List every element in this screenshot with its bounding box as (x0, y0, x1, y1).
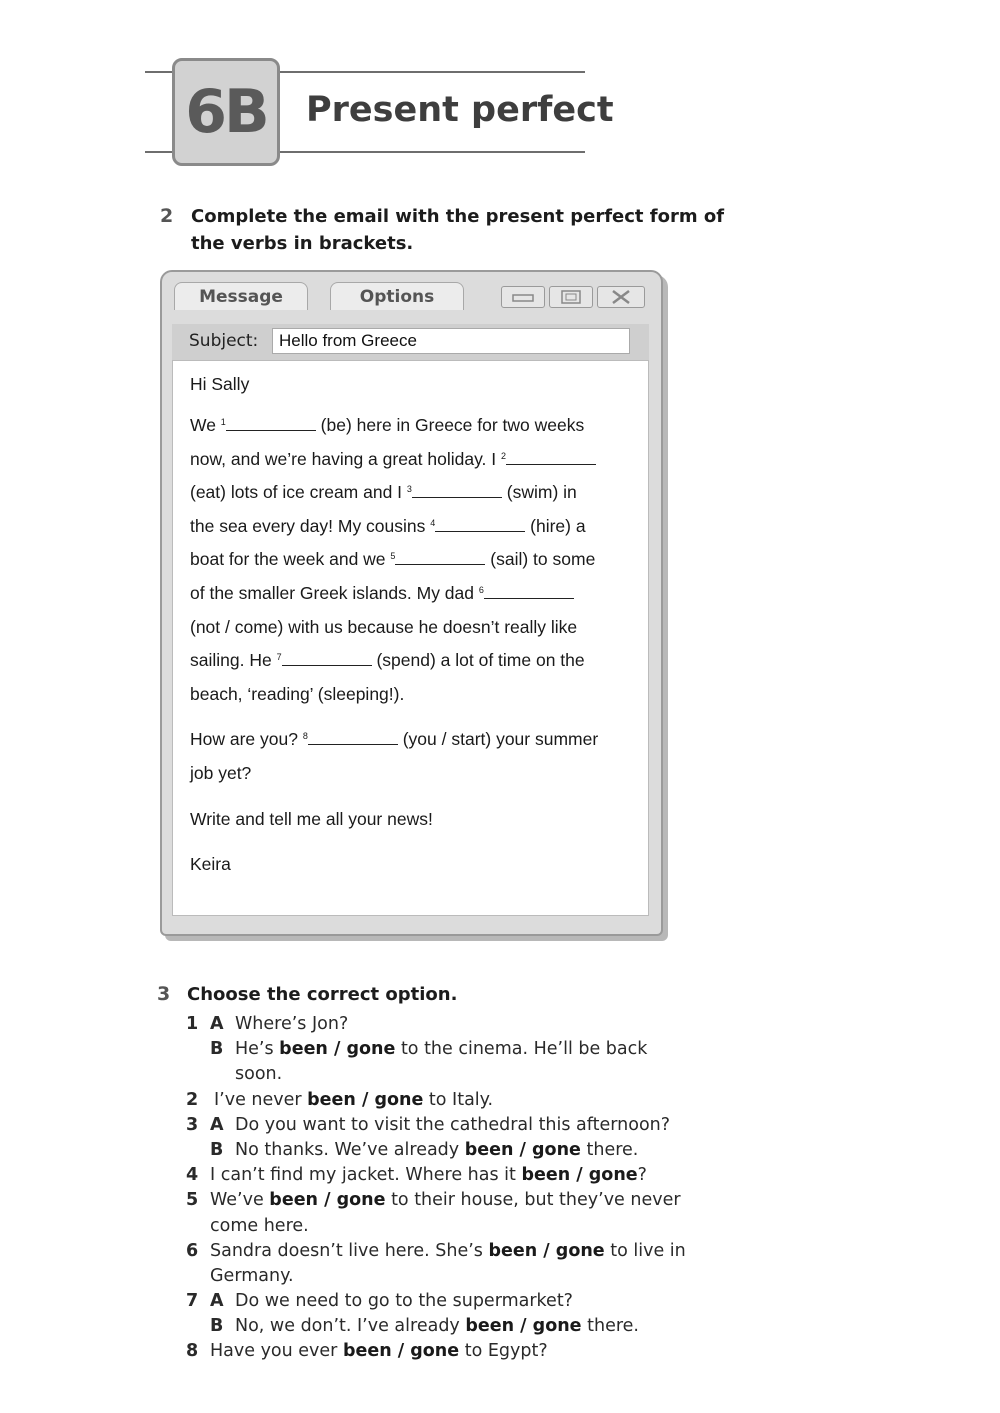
tab-message[interactable]: Message (174, 282, 308, 310)
answer-gap-8[interactable] (308, 730, 398, 745)
option-gone[interactable]: gone (346, 1039, 396, 1060)
option-been[interactable]: been (269, 1190, 319, 1211)
option-been[interactable]: been (521, 1165, 571, 1186)
answer-gap-6[interactable] (484, 584, 574, 599)
maximize-button[interactable] (549, 286, 593, 308)
list-item: 5 We’ve been / gone to their house, but they’ve never (186, 1190, 681, 1211)
option-gone[interactable]: gone (410, 1341, 460, 1362)
close-button[interactable] (597, 286, 645, 308)
list-item: B No, we don’t. I’ve already been / gone there. (210, 1316, 639, 1337)
list-item: 6 Sandra doesn’t live here. She’s been / gone to live in (186, 1240, 686, 1261)
page-title: Present perfect (306, 90, 614, 130)
option-been[interactable]: been (464, 1139, 514, 1160)
answer-gap-5[interactable] (395, 550, 485, 565)
list-item: 7 A Do we need to go to the supermarket? (186, 1291, 573, 1312)
answer-gap-7[interactable] (282, 651, 372, 666)
list-item-cont: Germany. (210, 1265, 294, 1286)
option-gone[interactable]: gone (532, 1139, 581, 1160)
tab-options[interactable]: Options (330, 282, 464, 310)
subject-label: Subject: (189, 331, 259, 351)
option-been[interactable]: been (488, 1240, 538, 1261)
list-item: 4 I can’t find my jacket. Where has it been / gone? (186, 1165, 647, 1186)
exercise-2-number: 2 (160, 205, 174, 227)
email-window (160, 270, 663, 936)
list-item: 8 Have you ever been / gone to Egypt? (186, 1341, 548, 1362)
greeting: Hi Sally (190, 374, 250, 394)
list-item: 1 A Where’s Jon? (186, 1014, 349, 1034)
list-item: B No thanks. We’ve already been / gone there. (210, 1139, 639, 1160)
list-item-cont: come here. (210, 1215, 309, 1236)
subject-row (172, 324, 649, 360)
answer-gap-1[interactable] (226, 416, 316, 431)
unit-badge: 6B (172, 58, 280, 166)
list-item: 2 I’ve never been / gone to Italy. (186, 1089, 494, 1110)
exercise-3-instruction: Choose the correct option. (187, 984, 458, 1005)
email-paragraph-2: How are you? $^8$ (you / start) your summer job yet? (190, 729, 599, 783)
option-gone[interactable]: gone (555, 1240, 605, 1261)
close-icon (611, 290, 631, 304)
option-been[interactable]: been (465, 1316, 515, 1337)
email-paragraph-3: Write and tell me all your news! (190, 808, 433, 829)
answer-gap-3[interactable] (412, 483, 502, 498)
option-gone[interactable]: gone (588, 1165, 638, 1186)
list-item: B He’s been / gone to the cinema. He’ll be back (210, 1039, 648, 1060)
email-signature: Keira (190, 854, 231, 875)
exercise-3-number: 3 (157, 983, 171, 1005)
instruction-line: Complete the email with the present perfect form of (191, 206, 725, 227)
exercise-3-list (186, 1012, 686, 1365)
answer-gap-2[interactable] (506, 450, 596, 465)
maximize-icon (561, 290, 581, 304)
email-text (190, 363, 635, 894)
email-body (172, 360, 649, 916)
option-been[interactable]: been (342, 1341, 392, 1362)
exercise-2-instruction (191, 203, 724, 257)
option-gone[interactable]: gone (532, 1316, 582, 1337)
option-been[interactable]: been (307, 1089, 356, 1110)
instruction-line: the verbs in brackets. (191, 233, 414, 254)
minimize-button[interactable] (501, 286, 545, 308)
option-gone[interactable]: gone (336, 1190, 386, 1211)
minimize-icon (512, 292, 534, 302)
email-paragraph-1: We $^1$ (be) here in Greece for two weeks now, and we’re having a great holiday. I $^2$ (eat) lots of ice cream and I $^3$ (swim) in the sea every day! My cousins $^4$ (hire) a boat for the week and we $^5$ (sail) to some of the smaller Greek islands. My dad $^6$ (not / come) with us because he doesn’t really like sailing. He $^7$ (spend) a lot of time on the beach, ‘reading’ (sleeping!). (190, 415, 596, 704)
subject-input[interactable] (272, 328, 630, 354)
answer-gap-4[interactable] (435, 517, 525, 532)
list-item: 3 A Do you want to visit the cathedral this afternoon? (186, 1114, 671, 1135)
list-item-cont: soon. (235, 1064, 283, 1085)
option-been[interactable]: been (279, 1039, 328, 1060)
option-gone[interactable]: gone (374, 1089, 424, 1110)
